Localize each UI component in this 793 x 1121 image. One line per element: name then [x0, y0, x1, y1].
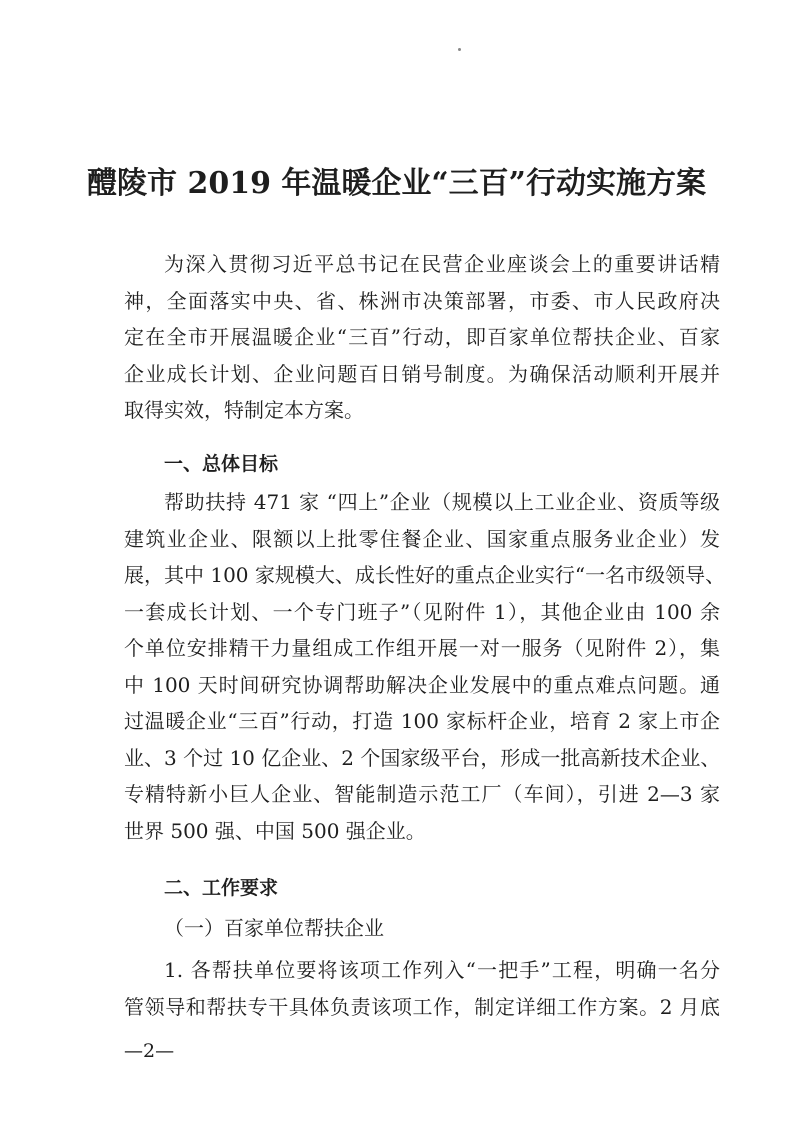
text-line: 帮助扶持 471 家 “四上”企业（规模以上工业企业、资质等级 — [164, 490, 720, 514]
text-line: 1. 各帮扶单位要将该项工作列入“一把手”工程，明确一名分 — [164, 958, 720, 982]
page-number: —2— — [124, 1040, 175, 1062]
text-line: 专精特新小巨人企业、智能制造示范工厂（车间），引进 2—3 家 — [124, 782, 720, 806]
text-line: 过温暖企业“三百”行动，打造 100 家标杆企业，培育 2 家上市企 — [124, 709, 720, 733]
text-line: 世界 500 强、中国 500 强企业。 — [124, 818, 426, 843]
intro-paragraph — [124, 246, 720, 429]
text-line: 定在全市开展温暖企业“三百”行动，即百家单位帮扶企业、百家 — [124, 325, 720, 349]
section-heading-1-wrap — [124, 446, 720, 483]
text-line: 业、3 个过 10 亿企业、2 个国家级平台，形成一批高新技术企业、 — [124, 745, 721, 770]
subsection-heading: （一）百家单位帮扶企业 — [164, 916, 384, 940]
text-line: 神，全面落实中央、省、株洲市决策部署，市委、市人民政府决 — [124, 288, 720, 313]
subsection1-paragraph — [124, 952, 720, 1025]
text-line: 展，其中 100 家规模大、成长性好的重点企业实行“一名市级领导、 — [124, 563, 726, 587]
scan-speck — [458, 48, 461, 51]
section-heading-2-wrap — [124, 870, 720, 907]
text-line: 取得实效，特制定本方案。 — [124, 398, 364, 422]
document-title: 醴陵市 2019 年温暖企业“三百”行动实施方案 — [87, 166, 706, 201]
text-line: 企业成长计划、企业问题百日销号制度。为确保活动顺利开展并 — [124, 361, 720, 386]
text-line: 建筑业企业、限额以上批零住餐企业、国家重点服务业企业）发 — [124, 526, 720, 551]
text-line: 中 100 天时间研究协调帮助解决企业发展中的重点难点问题。通 — [124, 672, 720, 697]
text-line: 一套成长计划、一个专门班子”（见附件 1），其他企业由 100 余 — [124, 599, 720, 624]
section-heading: 一、总体目标 — [164, 453, 279, 475]
section1-paragraph — [124, 484, 726, 849]
text-line: 个单位安排精干力量组成工作组开展一对一服务（见附件 2），集 — [124, 636, 720, 660]
subsection-heading-wrap — [124, 910, 720, 947]
section-heading: 二、工作要求 — [164, 877, 279, 899]
text-line: 为深入贯彻习近平总书记在民营企业座谈会上的重要讲话精 — [164, 252, 720, 276]
text-line: 管领导和帮扶专干具体负责该项工作，制定详细工作方案。2 月底 — [124, 994, 720, 1019]
